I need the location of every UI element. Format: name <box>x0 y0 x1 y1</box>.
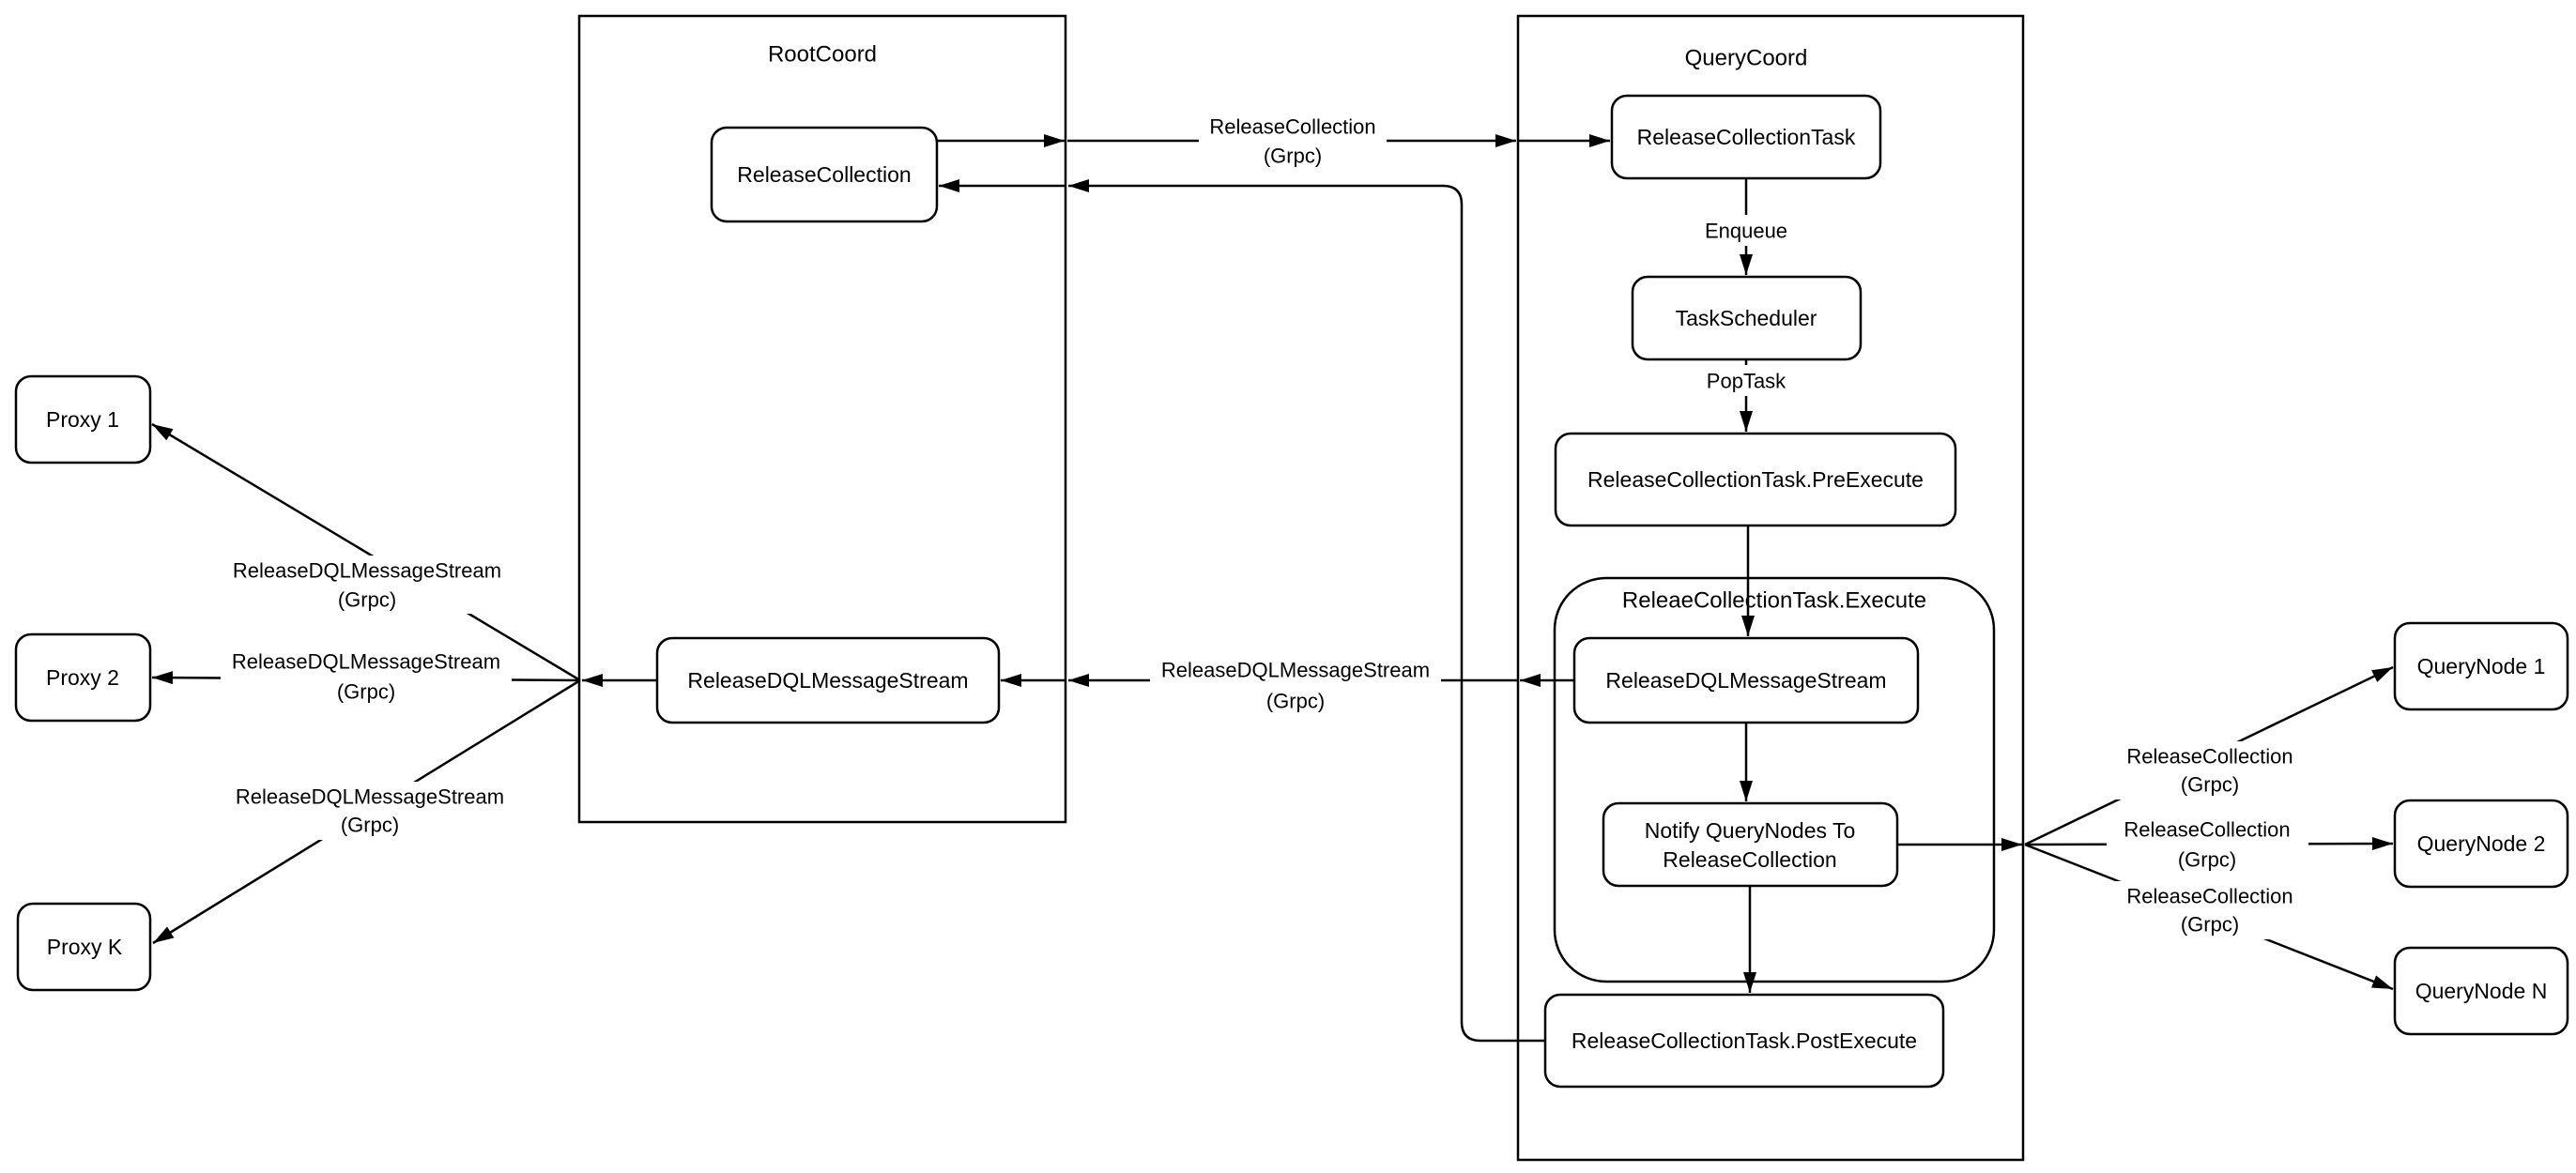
rc-querynode2-label-line2: (Grpc) <box>2177 847 2237 872</box>
dql-proxyk-label-line2: (Grpc) <box>340 813 400 837</box>
notify-querynodes-label-line2: ReleaseCollection <box>1663 847 1837 872</box>
node-notify-querynodes <box>1603 803 1897 886</box>
querynode-2-label: QueryNode 2 <box>2416 831 2546 856</box>
edge-postexecute-return <box>1068 186 1545 1041</box>
rc-querynode2-label-line1: ReleaseCollection <box>2124 817 2291 842</box>
notify-querynodes-label-line1: Notify QueryNodes To <box>1644 818 1856 843</box>
enqueue-label: Enqueue <box>1704 219 1788 243</box>
proxy-2-label: Proxy 2 <box>46 665 119 690</box>
poptask-label: PopTask <box>1706 369 1786 393</box>
dql-proxy1-label-line1: ReleaseDQLMessageStream <box>232 558 502 583</box>
release-collection-label: ReleaseCollection <box>737 162 912 187</box>
rc-querynode1-label-line2: (Grpc) <box>2180 772 2240 797</box>
release-collection-task-label: ReleaseCollectionTask <box>1636 125 1856 149</box>
dql-proxyk-label-line1: ReleaseDQLMessageStream <box>235 785 505 809</box>
dql-center-label-line1: ReleaseDQLMessageStream <box>1160 658 1431 682</box>
release-dql-rootcoord-label: ReleaseDQLMessageStream <box>687 668 969 693</box>
dql-center-label-line2: (Grpc) <box>1265 689 1326 713</box>
release-dql-querycoord-label: ReleaseDQLMessageStream <box>1605 668 1887 693</box>
dql-proxy1-label-line2: (Grpc) <box>337 587 397 612</box>
proxy-k-label: Proxy K <box>46 935 123 959</box>
execute-group-title: ReleaeCollectionTask.Execute <box>1621 587 1927 614</box>
rc-querynoden-label-line1: ReleaseCollection <box>2126 884 2293 908</box>
pre-execute-label: ReleaseCollectionTask.PreExecute <box>1587 467 1924 492</box>
edge-fan-to-proxy1 <box>152 424 580 680</box>
release-collection-grpc-label-line1: ReleaseCollection <box>1209 114 1376 139</box>
querycoord-title: QueryCoord <box>1684 45 1808 71</box>
querynode-1-label: QueryNode 1 <box>2416 654 2546 678</box>
rc-querynoden-label-line2: (Grpc) <box>2180 912 2240 937</box>
querynode-n-label: QueryNode N <box>2415 979 2548 1003</box>
release-collection-grpc-label-line2: (Grpc) <box>1263 144 1323 168</box>
dql-proxy2-label-line1: ReleaseDQLMessageStream <box>231 649 501 674</box>
rootcoord-title: RootCoord <box>767 41 878 68</box>
dql-proxy2-label-line2: (Grpc) <box>336 679 396 704</box>
rc-querynode1-label-line1: ReleaseCollection <box>2126 744 2293 769</box>
proxy-1-label: Proxy 1 <box>46 407 119 432</box>
post-execute-label: ReleaseCollectionTask.PostExecute <box>1571 1028 1918 1053</box>
task-scheduler-label: TaskScheduler <box>1675 306 1817 330</box>
